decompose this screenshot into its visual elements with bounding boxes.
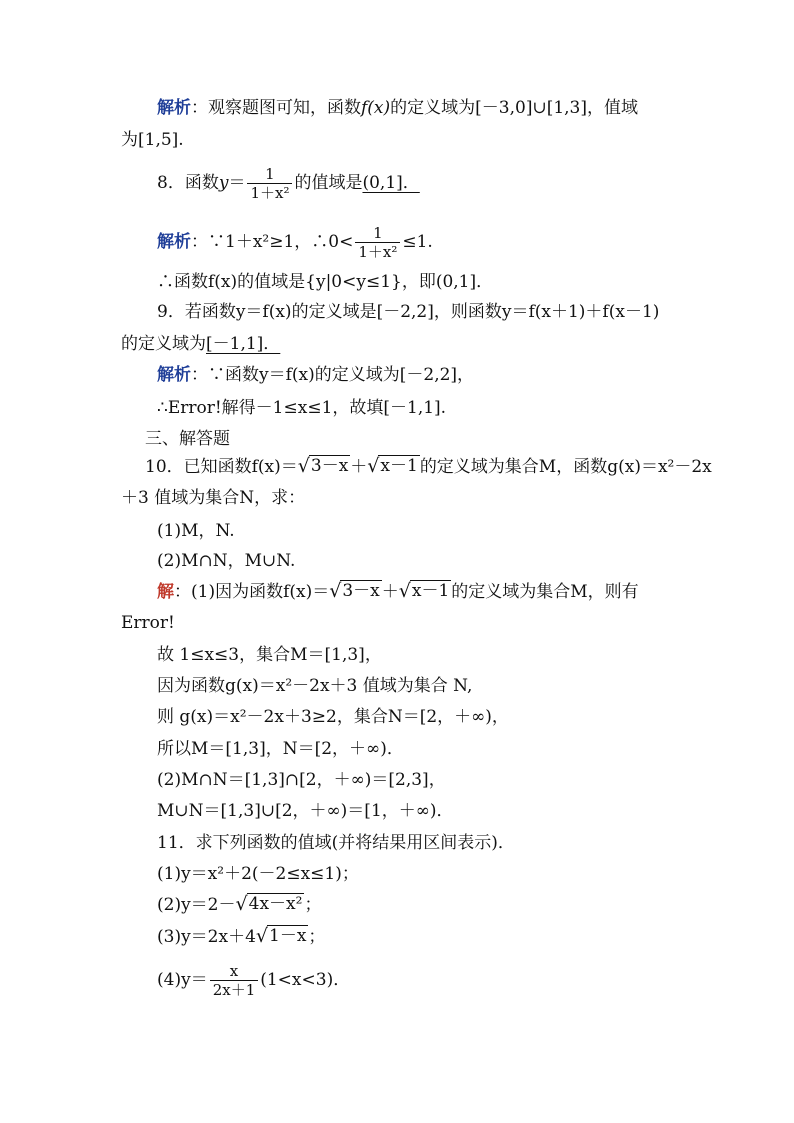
solution-10-line: 因为函数g(x)＝x²－2x＋3 值域为集合 N, [157,676,473,696]
analysis-9-cont: ∴Error!解得－1≤x≤1，故填[－1,1]. [157,398,447,418]
analysis-8: 解析：∵1＋x²≥1，∴0< $\frac{1}{\text{1＋x²}}$ ≤1. [157,224,433,261]
solution-10-line: M∪N＝[1,3]∪[2，＋∞)＝[1，＋∞)． [157,801,454,821]
fraction: $\frac{1}{\text{1＋x²}}$ [355,224,400,261]
sqrt: √ 3－x [297,455,349,477]
question-11: 11．求下列函数的值域(并将结果用区间表示)． [157,833,515,853]
solution-label: 解 [157,582,174,602]
fraction: $\frac{x}{2x+1}$ [210,962,259,999]
analysis-label: 解析 [157,232,191,252]
question-9: 9．若函数y＝f(x)的定义域是[－2,2]，则函数y＝f(x＋1)＋f(x－1) [157,302,660,322]
question-8: 8．函数y＝ $\frac{1}{\text{1＋x²}}$ 的值域是(0,1]． [157,165,420,202]
analysis-label: 解析 [157,98,191,118]
question-11-part2: (2)y＝2－ √ 4x－x² ； [157,893,322,915]
question-10: 10．已知函数f(x)＝ √ 3－x ＋ √ x－1 的定义域为集合M，函数g(x)＝x²－2x [145,455,712,477]
analysis-7-cont: 为[1,5]. [121,130,184,150]
sqrt: √ 4x－x² [235,893,303,915]
solution-10: 解：(1)因为函数f(x)＝ √ 3－x ＋ √ x－1 的定义域为集合M，则有 [157,580,639,602]
solution-10-line: 则 g(x)＝x²－2x＋3≥2，集合N＝[2，＋∞)， [157,707,509,727]
analysis-label: 解析 [157,365,191,385]
solution-10-error: Error! [121,613,175,633]
sqrt: √ 3－x [329,580,380,602]
analysis-9: 解析：∵函数y＝f(x)的定义域为[－2,2]， [157,365,475,385]
sqrt: √ 1－x [255,925,307,947]
answer: [－1,1]． [206,334,281,354]
question-10-part2: (2)M∩N，M∪N. [157,551,296,571]
fraction: $\frac{1}{\text{1＋x²}}$ [247,165,292,202]
answer: (0,1]． [362,173,420,193]
analysis-8-cont: ∴函数f(x)的值域是{y|0<y≤1}，即(0,1]． [157,272,494,292]
solution-10-line: 所以M＝[1,3]，N＝[2，＋∞)． [157,739,404,759]
solution-10-line: 故 1≤x≤3，集合M＝[1,3]， [157,645,382,665]
question-11-part1: (1)y＝x²＋2(－2≤x≤1)； [157,864,359,884]
question-10-cont: ＋3 值域为集合N，求： [121,488,306,508]
question-9-cont: 的定义域为[－1,1]． [121,334,281,354]
section-heading: 三、解答题 [145,429,230,449]
sqrt: √ x－1 [398,580,450,602]
question-11-part4: (4)y＝ $\frac{x}{2x+1}$ (1<x<3)． [157,962,351,999]
question-10-part1: (1)M，N. [157,521,235,541]
sqrt: √ x－1 [367,455,418,477]
solution-10-line: (2)M∩N＝[1,3]∩[2，＋∞)＝[2,3]， [157,770,446,790]
question-11-part3: (3)y＝2x＋4 √ 1－x ； [157,925,326,947]
analysis-7: 解析：观察题图可知，函数f(x)的定义域为[－3,0]∪[1,3]，值域 [157,98,639,118]
